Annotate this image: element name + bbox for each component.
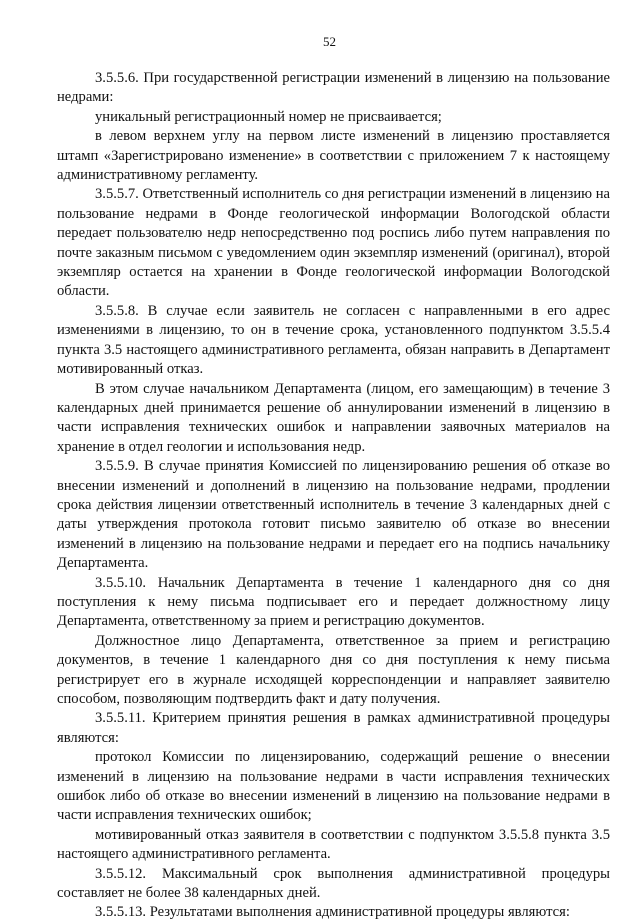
paragraph-protocol: протокол Комиссии по лицензированию, содержащий решение о внесении изменений в лицензию на пользование недрами в части исправления технических ошибок либо об отказе во внесении изменений в лицензию на пользование недрами в части исправления технических ошибок; bbox=[57, 749, 610, 824]
paragraph-3-5-5-7: 3.5.5.7. Ответственный исполнитель со дня регистрации изменений в лицензию на пользование недрами в Фонде геологической информации Вологодской области передает пользователю недр непосредственно под роспись либо путем направления по почте заказным письмом с уведомлением один экземпляр изменений (оригинал), второй экземпляр остается на хранении в Фонде геологической информации Вологодской области. bbox=[57, 186, 610, 300]
paragraph-3-5-5-10: 3.5.5.10. Начальник Департамента в течение 1 календарного дня со дня поступления к нему письма подписывает его и передает должностному лицу Департамента, ответственному за прием и регистрацию документов. bbox=[57, 574, 610, 630]
paragraph-stamp: в левом верхнем углу на первом листе изменений в лицензию проставляется штамп «Зарегистрировано изменение» в соответствии с приложением 7 к настоящему административному регламенту. bbox=[57, 128, 610, 184]
paragraph-3-5-5-8: 3.5.5.8. В случае если заявитель не согласен с направленными в его адрес изменениями в лицензию, то он в течение срока, установленного подпунктом 3.5.5.4 пункта 3.5 настоящего административного регламента, обязан направить в Департамент мотивированный отказ. bbox=[57, 302, 610, 378]
paragraph-unique-number: уникальный регистрационный номер не присваивается; bbox=[95, 108, 442, 125]
paragraph-refusal: мотивированный отказ заявителя в соответствии с подпунктом 3.5.5.8 пункта 3.5 настоящего административного регламента. bbox=[57, 826, 610, 863]
document-body bbox=[57, 69, 610, 923]
paragraph-registration: Должностное лицо Департамента, ответственное за прием и регистрацию документов, в течение 1 календарного дня со дня поступления к нему письма регистрирует его в журнале исходящей корреспонденции и направляет заявителю способом, позволяющим подтвердить факт и дату получения. bbox=[57, 632, 610, 707]
paragraph-3-5-5-9: 3.5.5.9. В случае принятия Комиссией по лицензированию решения об отказе во внесении изменений и дополнений в лицензию на пользование недрами, продлении срока действия лицензии ответственный исполнитель в течение 3 календарных дней с даты утверждения протокола готовит письмо заявителю об отказе во внесении изменений в лицензию на пользование недрами и передает его на подпись начальнику Департамента. bbox=[57, 458, 610, 572]
paragraph-annulment: В этом случае начальником Департамента (лицом, его замещающим) в течение 3 календарных дней принимается решение об аннулировании изменений в лицензию в части исправления технических ошибок и направлении заявочных материалов на хранение в отдел геологии и использования недр. bbox=[57, 380, 610, 455]
paragraph-3-5-5-13: 3.5.5.13. Результатами выполнения административной процедуры являются: bbox=[95, 904, 570, 921]
paragraph-3-5-5-11: 3.5.5.11. Критерием принятия решения в рамках административной процедуры являются: bbox=[57, 710, 610, 746]
paragraph-3-5-5-12: 3.5.5.12. Максимальный срок выполнения административной процедуры составляет не более 38 календарных дней. bbox=[57, 865, 610, 902]
paragraph-3-5-5-6: 3.5.5.6. При государственной регистрации изменений в лицензию на пользование недрами: bbox=[57, 70, 610, 106]
page-number: 52 bbox=[323, 34, 336, 49]
